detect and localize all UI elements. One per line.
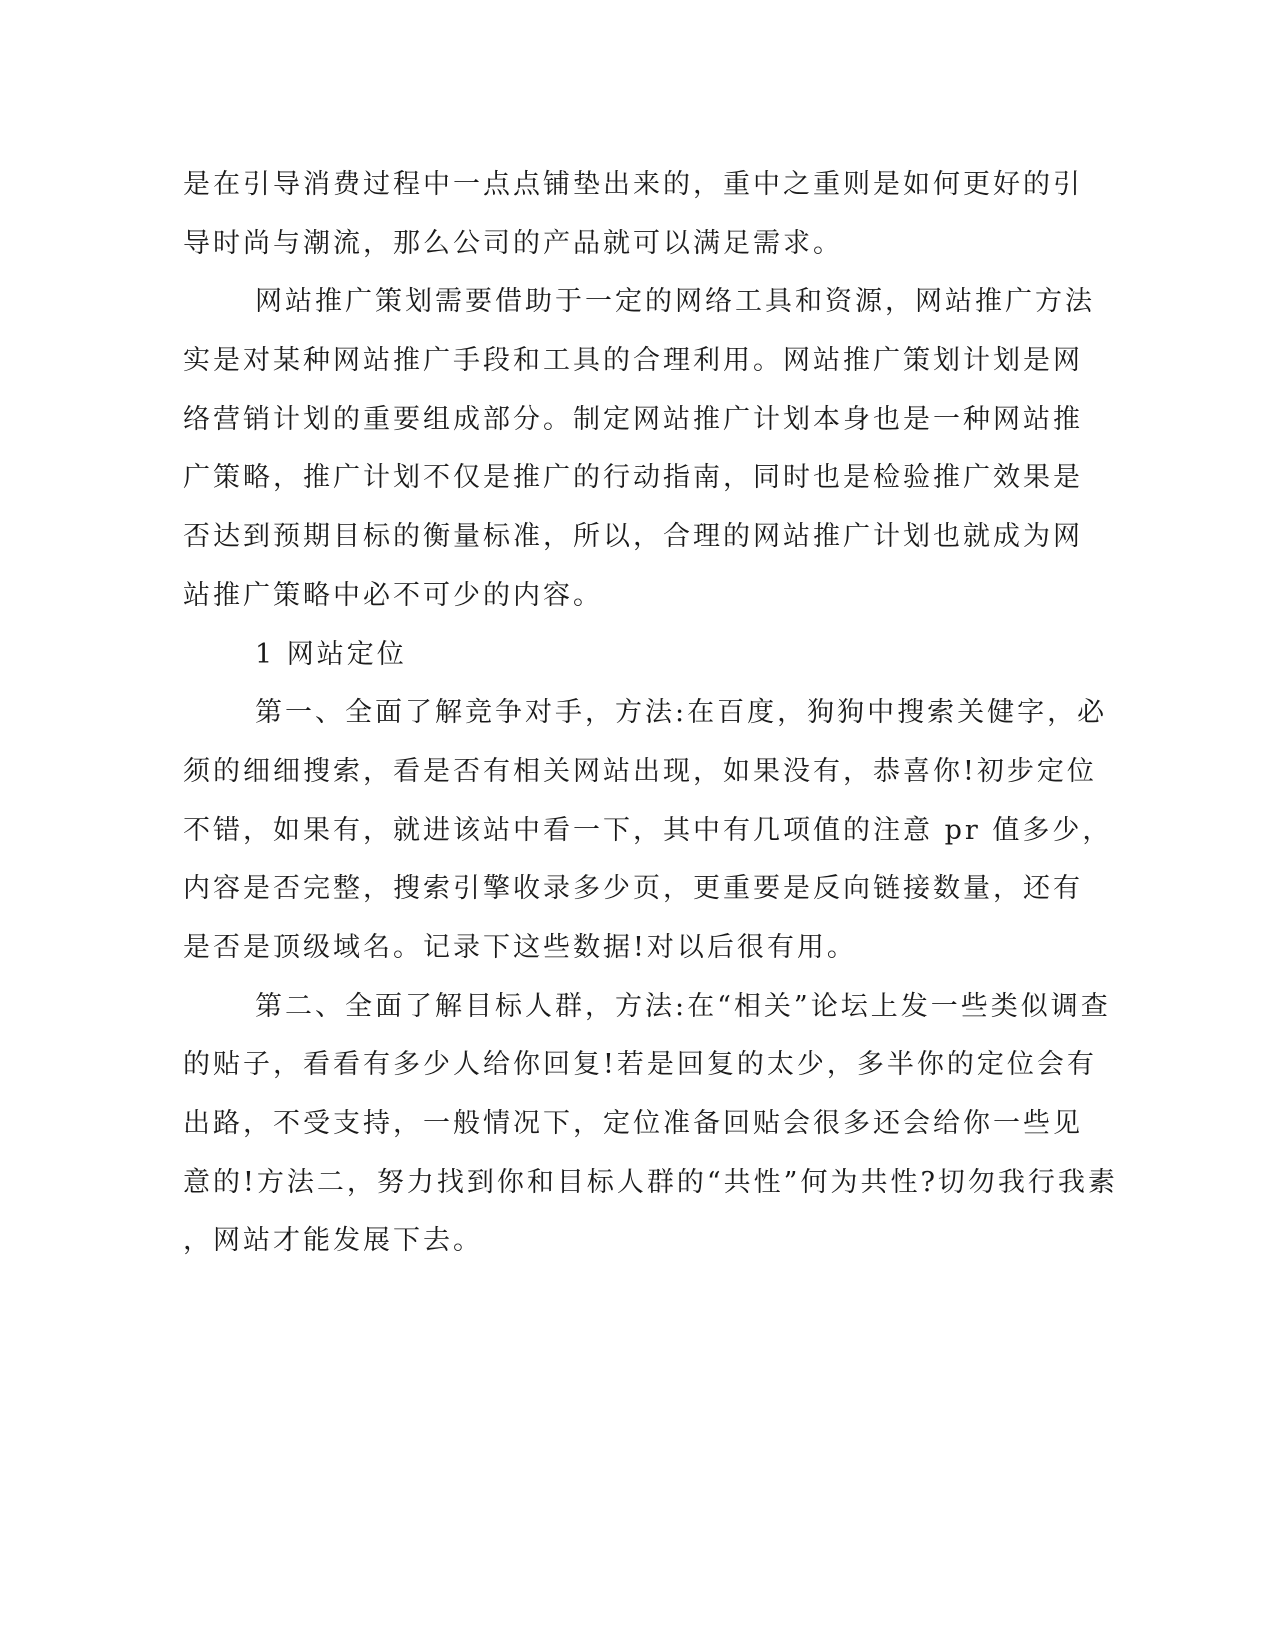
paragraph-start-line: 第二、全面了解目标人群，方法:在“相关”论坛上发一些类似调查 (255, 990, 1111, 1022)
text-line: 导时尚与潮流，那么公司的产品就可以满足需求。 (183, 227, 843, 259)
paragraph-start-line: 第一、全面了解竞争对手，方法:在百度，狗狗中搜索关健字，必 (255, 697, 1108, 729)
text-line: 内容是否完整，搜索引擎收录多少页，更重要是反向链接数量，还有 (183, 873, 1083, 905)
text-line: 站推广策略中必不可少的内容。 (183, 579, 603, 611)
text-line: 须的细细搜索，看是否有相关网站出现，如果没有，恭喜你!初步定位 (183, 755, 1097, 787)
text-line: 是在引导消费过程中一点点铺垫出来的，重中之重则是如何更好的引 (183, 169, 1083, 200)
document-body (183, 156, 1118, 1271)
text-line: 是否是顶级域名。记录下这些数据!对以后很有用。 (183, 931, 857, 963)
text-line: 不错，如果有，就进该站中看一下，其中有几项值的注意 pr 值多少， (183, 814, 1113, 846)
text-line: 意的!方法二，努力找到你和目标人群的“共性”何为共性?切勿我行我素 (183, 1166, 1118, 1198)
text-line: 络营销计划的重要组成部分。制定网站推广计划本身也是一种网站推 (183, 403, 1083, 435)
text-line: 出路，不受支持，一般情况下，定位准备回贴会很多还会给你一些见 (183, 1108, 1083, 1139)
text-line: 实是对某种网站推广手段和工具的合理利用。网站推广策划计划是网 (183, 345, 1083, 377)
text-line: ，网站才能发展下去。 (183, 1225, 483, 1257)
text-line: 否达到预期目标的衡量标准，所以，合理的网站推广计划也就成为网 (183, 521, 1083, 553)
section-heading: 1 网站定位 (255, 638, 407, 670)
paragraph-start-line: 网站推广策划需要借助于一定的网络工具和资源，网站推广方法 (255, 286, 1095, 318)
text-line: 的贴子，看看有多少人给你回复!若是回复的太少，多半你的定位会有 (183, 1049, 1097, 1081)
text-line: 广策略，推广计划不仅是推广的行动指南，同时也是检验推广效果是 (183, 462, 1083, 494)
